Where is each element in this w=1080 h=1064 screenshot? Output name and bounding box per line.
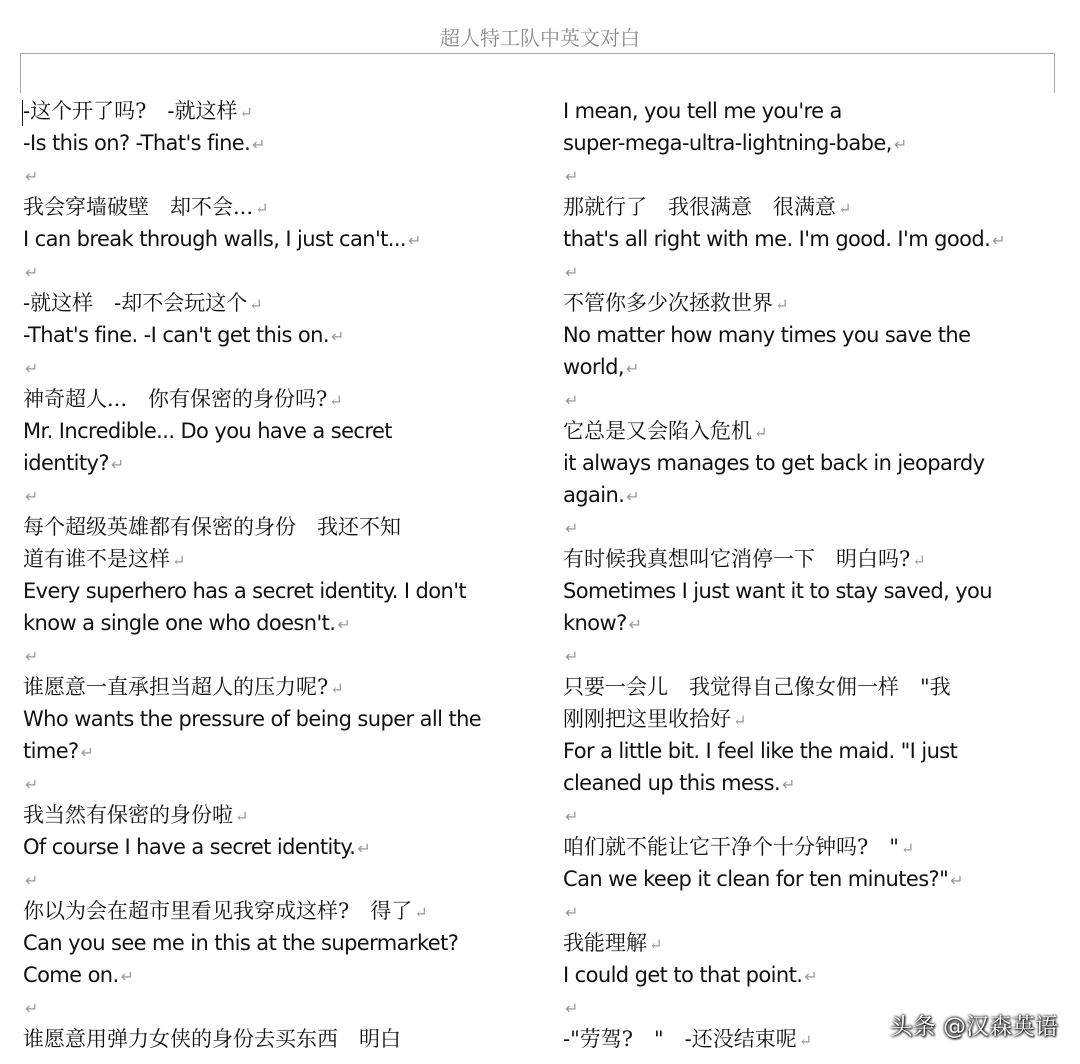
dialogue-line — [563, 607, 1045, 639]
dialogue-line — [23, 191, 543, 223]
blank-line — [563, 639, 1045, 671]
dialogue-line — [563, 415, 1045, 447]
paragraph-mark-icon: ↵ — [249, 295, 263, 314]
dialogue-line — [563, 927, 1045, 959]
line-text: 咱们就不能让它干净个十分钟吗? " — [563, 835, 899, 859]
paragraph-mark-icon: ↵ — [912, 551, 926, 570]
paragraph-mark-icon: ↵ — [992, 231, 1005, 250]
dialogue-line — [23, 415, 543, 447]
line-text: 不管你多少次拯救世界 — [563, 291, 773, 315]
dialogue-line — [563, 671, 1045, 703]
paragraph-mark-icon: ↵ — [565, 999, 578, 1018]
line-text: I mean, you tell me you're a — [563, 99, 842, 123]
dialogue-line — [23, 287, 543, 319]
dialogue-line — [563, 767, 1045, 799]
line-text: know a single one who doesn't. — [23, 611, 336, 635]
line-text: -这个开了吗? -就这样 — [23, 99, 238, 123]
line-text: -就这样 -却不会玩这个 — [23, 291, 248, 315]
paragraph-mark-icon: ↵ — [649, 935, 663, 954]
line-text: world, — [563, 355, 624, 379]
paragraph-mark-icon: ↵ — [252, 135, 265, 154]
dialogue-line — [563, 575, 1045, 607]
blank-line — [23, 991, 543, 1023]
line-text: Who wants the pressure of being super all the — [23, 707, 482, 731]
dialogue-line — [23, 671, 543, 703]
line-text: it always manages to get back in jeopardy — [563, 451, 985, 475]
dialogue-line — [23, 1023, 543, 1055]
paragraph-mark-icon: ↵ — [950, 871, 963, 890]
dialogue-line — [563, 735, 1045, 767]
line-text: No matter how many times you save the — [563, 323, 971, 347]
paragraph-mark-icon: ↵ — [110, 455, 124, 474]
dialogue-line — [23, 799, 543, 831]
line-text: super-mega-ultra-lightning-babe, — [563, 131, 892, 155]
paragraph-mark-icon: ↵ — [25, 871, 38, 890]
blank-line — [563, 383, 1045, 415]
line-text: I could get to that point. — [563, 963, 803, 987]
dialogue-line — [23, 127, 543, 159]
paragraph-mark-icon: ↵ — [329, 391, 343, 410]
line-text: 我当然有保密的身份啦 — [23, 803, 233, 827]
dialogue-line — [23, 383, 543, 415]
line-text: 有时候我真想叫它消停一下 明白吗? — [563, 547, 911, 571]
page-corner-right — [1054, 53, 1055, 93]
dialogue-line — [23, 607, 543, 639]
dialogue-line — [23, 511, 543, 543]
paragraph-mark-icon: ↵ — [255, 199, 269, 218]
paragraph-mark-icon: ↵ — [408, 231, 421, 250]
line-text: 神奇超人... 你有保密的身份吗? — [23, 387, 328, 411]
paragraph-mark-icon: ↵ — [626, 487, 640, 506]
dialogue-line — [563, 191, 1045, 223]
line-text: cleaned up this mess. — [563, 771, 781, 795]
blank-line — [23, 351, 543, 383]
line-text: 我会穿墙破壁 却不会... — [23, 195, 254, 219]
line-text: -Is this on? -That's fine. — [23, 131, 251, 155]
paragraph-mark-icon: ↵ — [80, 743, 94, 762]
dialogue-line — [23, 319, 543, 351]
dialogue-line — [563, 319, 1045, 351]
paragraph-mark-icon: ↵ — [565, 903, 578, 922]
paragraph-mark-icon: ↵ — [239, 103, 253, 122]
paragraph-mark-icon: ↵ — [733, 711, 747, 730]
dialogue-line — [563, 543, 1045, 575]
paragraph-mark-icon: ↵ — [25, 263, 38, 282]
blank-line — [563, 255, 1045, 287]
paragraph-mark-icon: ↵ — [330, 679, 344, 698]
line-text: Sometimes I just want it to stay saved, you — [563, 579, 993, 603]
line-text: time? — [23, 739, 79, 763]
line-text: I can break through walls, I just can't... — [23, 227, 407, 251]
blank-line — [563, 159, 1045, 191]
line-text: again. — [563, 483, 625, 507]
line-text: Can we keep it clean for ten minutes?" — [563, 867, 949, 891]
paragraph-mark-icon: ↵ — [838, 199, 852, 218]
line-text: -That's fine. -I can't get this on. — [23, 323, 329, 347]
dialogue-line — [563, 127, 1045, 159]
line-text: 只要一会儿 我觉得自己像女佣一样 "我 — [563, 675, 951, 699]
blank-line — [23, 479, 543, 511]
left-text-column — [23, 95, 543, 1055]
dialogue-line — [563, 959, 1045, 991]
line-text: identity? — [23, 451, 109, 475]
line-text: 谁愿意一直承担当超人的压力呢? — [23, 675, 329, 699]
dialogue-line — [563, 223, 1045, 255]
line-text: 我能理解 — [563, 931, 647, 955]
line-text: Every superhero has a secret identity. I don't — [23, 579, 467, 603]
paragraph-mark-icon: ↵ — [798, 1031, 813, 1050]
paragraph-mark-icon: ↵ — [565, 263, 578, 282]
dialogue-line — [23, 543, 543, 575]
paragraph-mark-icon: ↵ — [782, 775, 795, 794]
blank-line — [563, 799, 1045, 831]
line-text: 它总是又会陷入危机 — [563, 419, 752, 443]
dialogue-line — [563, 479, 1045, 511]
paragraph-mark-icon: ↵ — [565, 807, 578, 826]
paragraph-mark-icon: ↵ — [25, 167, 38, 186]
line-text: For a little bit. I feel like the maid. "I just — [563, 739, 958, 763]
blank-line — [563, 895, 1045, 927]
line-text: 刚刚把这里收拾好 — [563, 707, 731, 731]
paragraph-mark-icon: ↵ — [775, 295, 789, 314]
blank-line — [23, 639, 543, 671]
paragraph-mark-icon: ↵ — [565, 167, 578, 186]
dialogue-line — [23, 575, 543, 607]
right-text-column — [563, 95, 1045, 1055]
paragraph-mark-icon: ↵ — [628, 615, 642, 634]
dialogue-line — [563, 287, 1045, 319]
line-text: 每个超级英雄都有保密的身份 我还不知 — [23, 515, 401, 539]
paragraph-mark-icon: ↵ — [172, 551, 186, 570]
line-text: 谁愿意用弹力女侠的身份去买东西 明白 — [23, 1027, 401, 1051]
paragraph-mark-icon: ↵ — [625, 359, 639, 378]
paragraph-mark-icon: ↵ — [754, 423, 768, 442]
line-text: 那就行了 我很满意 很满意 — [563, 195, 836, 219]
paragraph-mark-icon: ↵ — [330, 327, 344, 346]
dialogue-line — [563, 831, 1045, 863]
blank-line — [23, 767, 543, 799]
watermark: 头条 @汉森英语 — [889, 1014, 1058, 1040]
blank-line — [23, 863, 543, 895]
blank-line — [563, 511, 1045, 543]
dialogue-line — [563, 447, 1045, 479]
paragraph-mark-icon: ↵ — [25, 359, 38, 378]
paragraph-mark-icon: ↵ — [25, 487, 38, 506]
page-corner-left — [20, 53, 21, 93]
line-text: Come on. — [23, 963, 119, 987]
dialogue-line — [563, 351, 1045, 383]
paragraph-mark-icon: ↵ — [804, 967, 818, 986]
paragraph-mark-icon: ↵ — [235, 807, 249, 826]
paragraph-mark-icon: ↵ — [337, 615, 351, 634]
header-divider — [20, 53, 1055, 54]
paragraph-mark-icon: ↵ — [25, 647, 38, 666]
dialogue-line — [563, 863, 1045, 895]
text-cursor — [22, 100, 23, 126]
paragraph-mark-icon: ↵ — [900, 839, 915, 858]
line-text: -"劳驾? " -还没结束呢 — [563, 1027, 797, 1051]
dialogue-line — [563, 95, 1045, 127]
dialogue-line — [23, 95, 543, 127]
dialogue-line — [23, 223, 543, 255]
line-text: that's all right with me. I'm good. I'm good. — [563, 227, 991, 251]
line-text: 道有谁不是这样 — [23, 547, 170, 571]
dialogue-line — [23, 831, 543, 863]
paragraph-mark-icon: ↵ — [120, 967, 134, 986]
dialogue-line — [23, 703, 543, 735]
paragraph-mark-icon: ↵ — [25, 775, 38, 794]
paragraph-mark-icon: ↵ — [25, 999, 38, 1018]
paragraph-mark-icon: ↵ — [414, 903, 428, 922]
paragraph-mark-icon: ↵ — [565, 519, 578, 538]
blank-line — [23, 159, 543, 191]
line-text: Can you see me in this at the supermarket? — [23, 931, 459, 955]
dialogue-line — [23, 735, 543, 767]
paragraph-mark-icon: ↵ — [565, 391, 578, 410]
dialogue-line — [23, 895, 543, 927]
line-text: 你以为会在超市里看见我穿成这样? 得了 — [23, 899, 413, 923]
line-text: know? — [563, 611, 627, 635]
line-text: Of course I have a secret identity. — [23, 835, 356, 859]
dialogue-line — [23, 927, 543, 959]
dialogue-line — [563, 703, 1045, 735]
page-header-title: 超人特工队中英文对白 — [440, 26, 640, 50]
paragraph-mark-icon: ↵ — [357, 839, 371, 858]
paragraph-mark-icon: ↵ — [893, 135, 907, 154]
paragraph-mark-icon: ↵ — [565, 647, 578, 666]
dialogue-line — [23, 959, 543, 991]
line-text: Mr. Incredible... Do you have a secret — [23, 419, 392, 443]
dialogue-line — [23, 447, 543, 479]
blank-line — [23, 255, 543, 287]
